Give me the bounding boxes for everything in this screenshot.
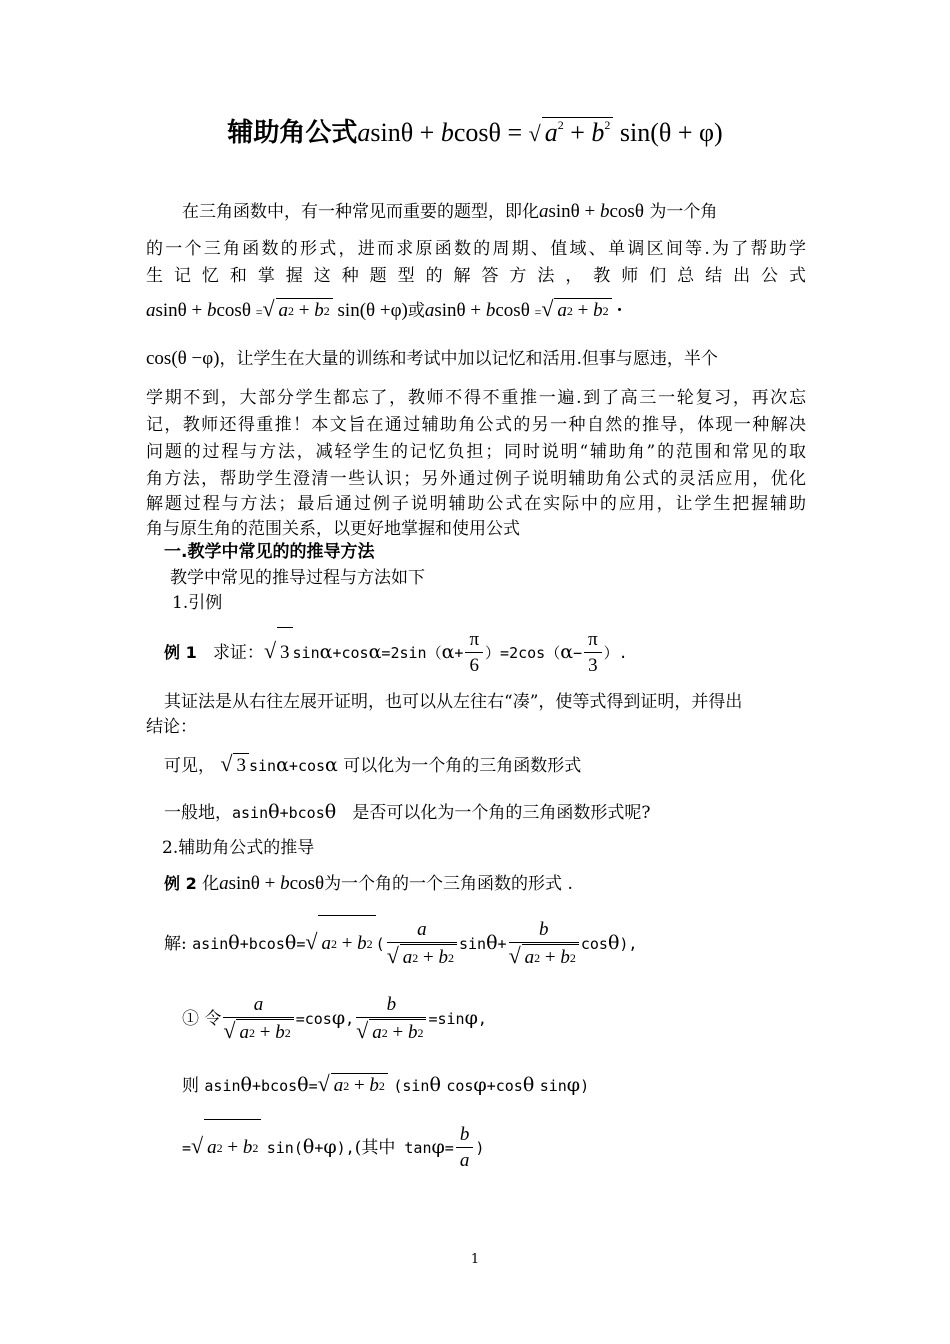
section-heading-1: 一.教学中常见的的推导方法 [164,542,375,562]
step-1-num: ① [182,1009,199,1029]
intro-line-11: 角与原生角的范围关系，以更好地掌握和使用公式 [146,519,520,539]
formula-cos-form: asinθ + bcosθ =√ $a^2 + b^2$ · [424,296,623,321]
where-label: (其中 [354,1138,396,1158]
example-1-general: 一般地，asinθ+bcosθ 是否可以化为一个角的三角函数形式呢? [164,801,651,823]
example-1: 例 1 求证：√ 3 sinα+cosα=2sin（α+ $\frac{\pi}{6}$ ）=2cos（α− $\frac{\pi}{3}$ ）. [164,629,628,676]
intro-line-5 [146,347,718,371]
intro-line-1 [182,200,717,224]
intro-line-9: 角方法，帮助学生澄清一些认识；另外通过例子说明辅助角公式的灵活应用，优化 [146,469,806,489]
formula-cos-theta-phi: cos(θ −φ) [146,348,220,369]
formula-sin-form: asinθ + bcosθ =√ $a^2 + b^2$ sin(θ +φ) [146,296,408,321]
intro-line-10: 解题过程与方法；最后通过例子说明辅助公式在实际中的应用，让学生把握辅助 [146,494,806,514]
example-1-seen: 可见， √ 3 sinα+cosα 可以化为一个角的三角函数形式 [164,751,582,776]
intro-text-1a: 在三角函数中，有一种常见而重要的题型，即化 [182,202,539,222]
title-formula: asinθ + bcosθ = √ $a^2 + b^2$ sin(θ + φ) [357,118,723,147]
general-prefix: 一般地， [164,803,232,823]
intro-line-3: 生记忆和掌握这种题型的解答方法，教师们总结出公式 [146,266,806,286]
page-title [0,112,950,149]
example-2-formula: asinθ + bcosθ [219,873,325,894]
title-text: 辅助角公式 [227,118,358,148]
example-2-suffix: 为一个角的一个三角函数的形式 . [324,874,573,894]
then-line: 则 asinθ+bcosθ=√ $a^2 + b^2$ (sinθ cosφ+cosθ sinφ) [182,1071,590,1096]
intro-line-2: 的一个三角函数的形式，进而求原函数的周期、值域、单调区间等.为了帮助学 [146,239,806,259]
example-1-formula: √ 3 [264,642,293,663]
step-1-line: ① 令 $\frac{a}{√ a^2 + b^2}$ =cosφ, $\frac{b}{√ a^2 + b^2}$ =sinφ, [182,990,487,1047]
example-2-prefix: 化 [202,874,220,894]
page-number: 1 [470,1252,480,1267]
example-1-explain-a: 其证法是从右往左展开证明，也可以从左往右“凑”，使等式得到证明，并得出 [164,692,743,712]
intro-or: 或 [407,301,425,321]
intro-line-4 [146,297,623,324]
result-line: =√ $a^2 + b^2$ sin(θ+φ),(其中 tanφ= $\frac{b}{a}$ ) [182,1118,484,1176]
intro-text-5: ，让学生在大量的训练和考试中加以记忆和活用.但事与愿违，半个 [219,349,718,369]
solution-line: 解: asinθ+bcosθ=√ $a^2 + b^2$ ( $\frac{a}{√ a^2 + b^2}$ sinθ+ $\frac{b}{√ a^2 + b^2}$ cosθ), [164,914,637,972]
seen-prefix: 可见， [164,756,215,776]
example-2 [164,872,573,896]
step-1-let: 令 [204,1009,222,1029]
example-1-label: 例 1 [164,643,197,662]
formula-asin-bcos: asinθ + bcosθ [539,201,644,222]
then-label: 则 [182,1076,199,1096]
general-suffix: 是否可以化为一个角的三角函数形式呢? [352,803,651,823]
section-1-sub: 教学中常见的推导过程与方法如下 [170,568,425,588]
item-2: 2.辅助角公式的推导 [162,838,315,858]
intro-line-7: 记，教师还得重推！本文旨在通过辅助角公式的另一种自然的推导，体现一种解决 [146,415,806,435]
intro-line-8: 问题的过程与方法，减轻学生的记忆负担；同时说明“辅助角”的范围和常见的取 [146,442,806,462]
solution-label: 解: [164,934,187,954]
example-1-prove: 求证： [212,643,264,663]
intro-text-1b: 为一个角 [649,202,718,222]
seen-suffix: 可以化为一个角的三角函数形式 [343,756,582,776]
intro-line-6: 学期不到，大部分学生都忘了，教师不得不重推一遍.到了高三一轮复习，再次忘 [146,388,806,408]
example-2-label: 例 2 [164,874,197,893]
example-1-explain-b: 结论： [146,717,197,737]
item-1: 1.引例 [172,593,223,613]
